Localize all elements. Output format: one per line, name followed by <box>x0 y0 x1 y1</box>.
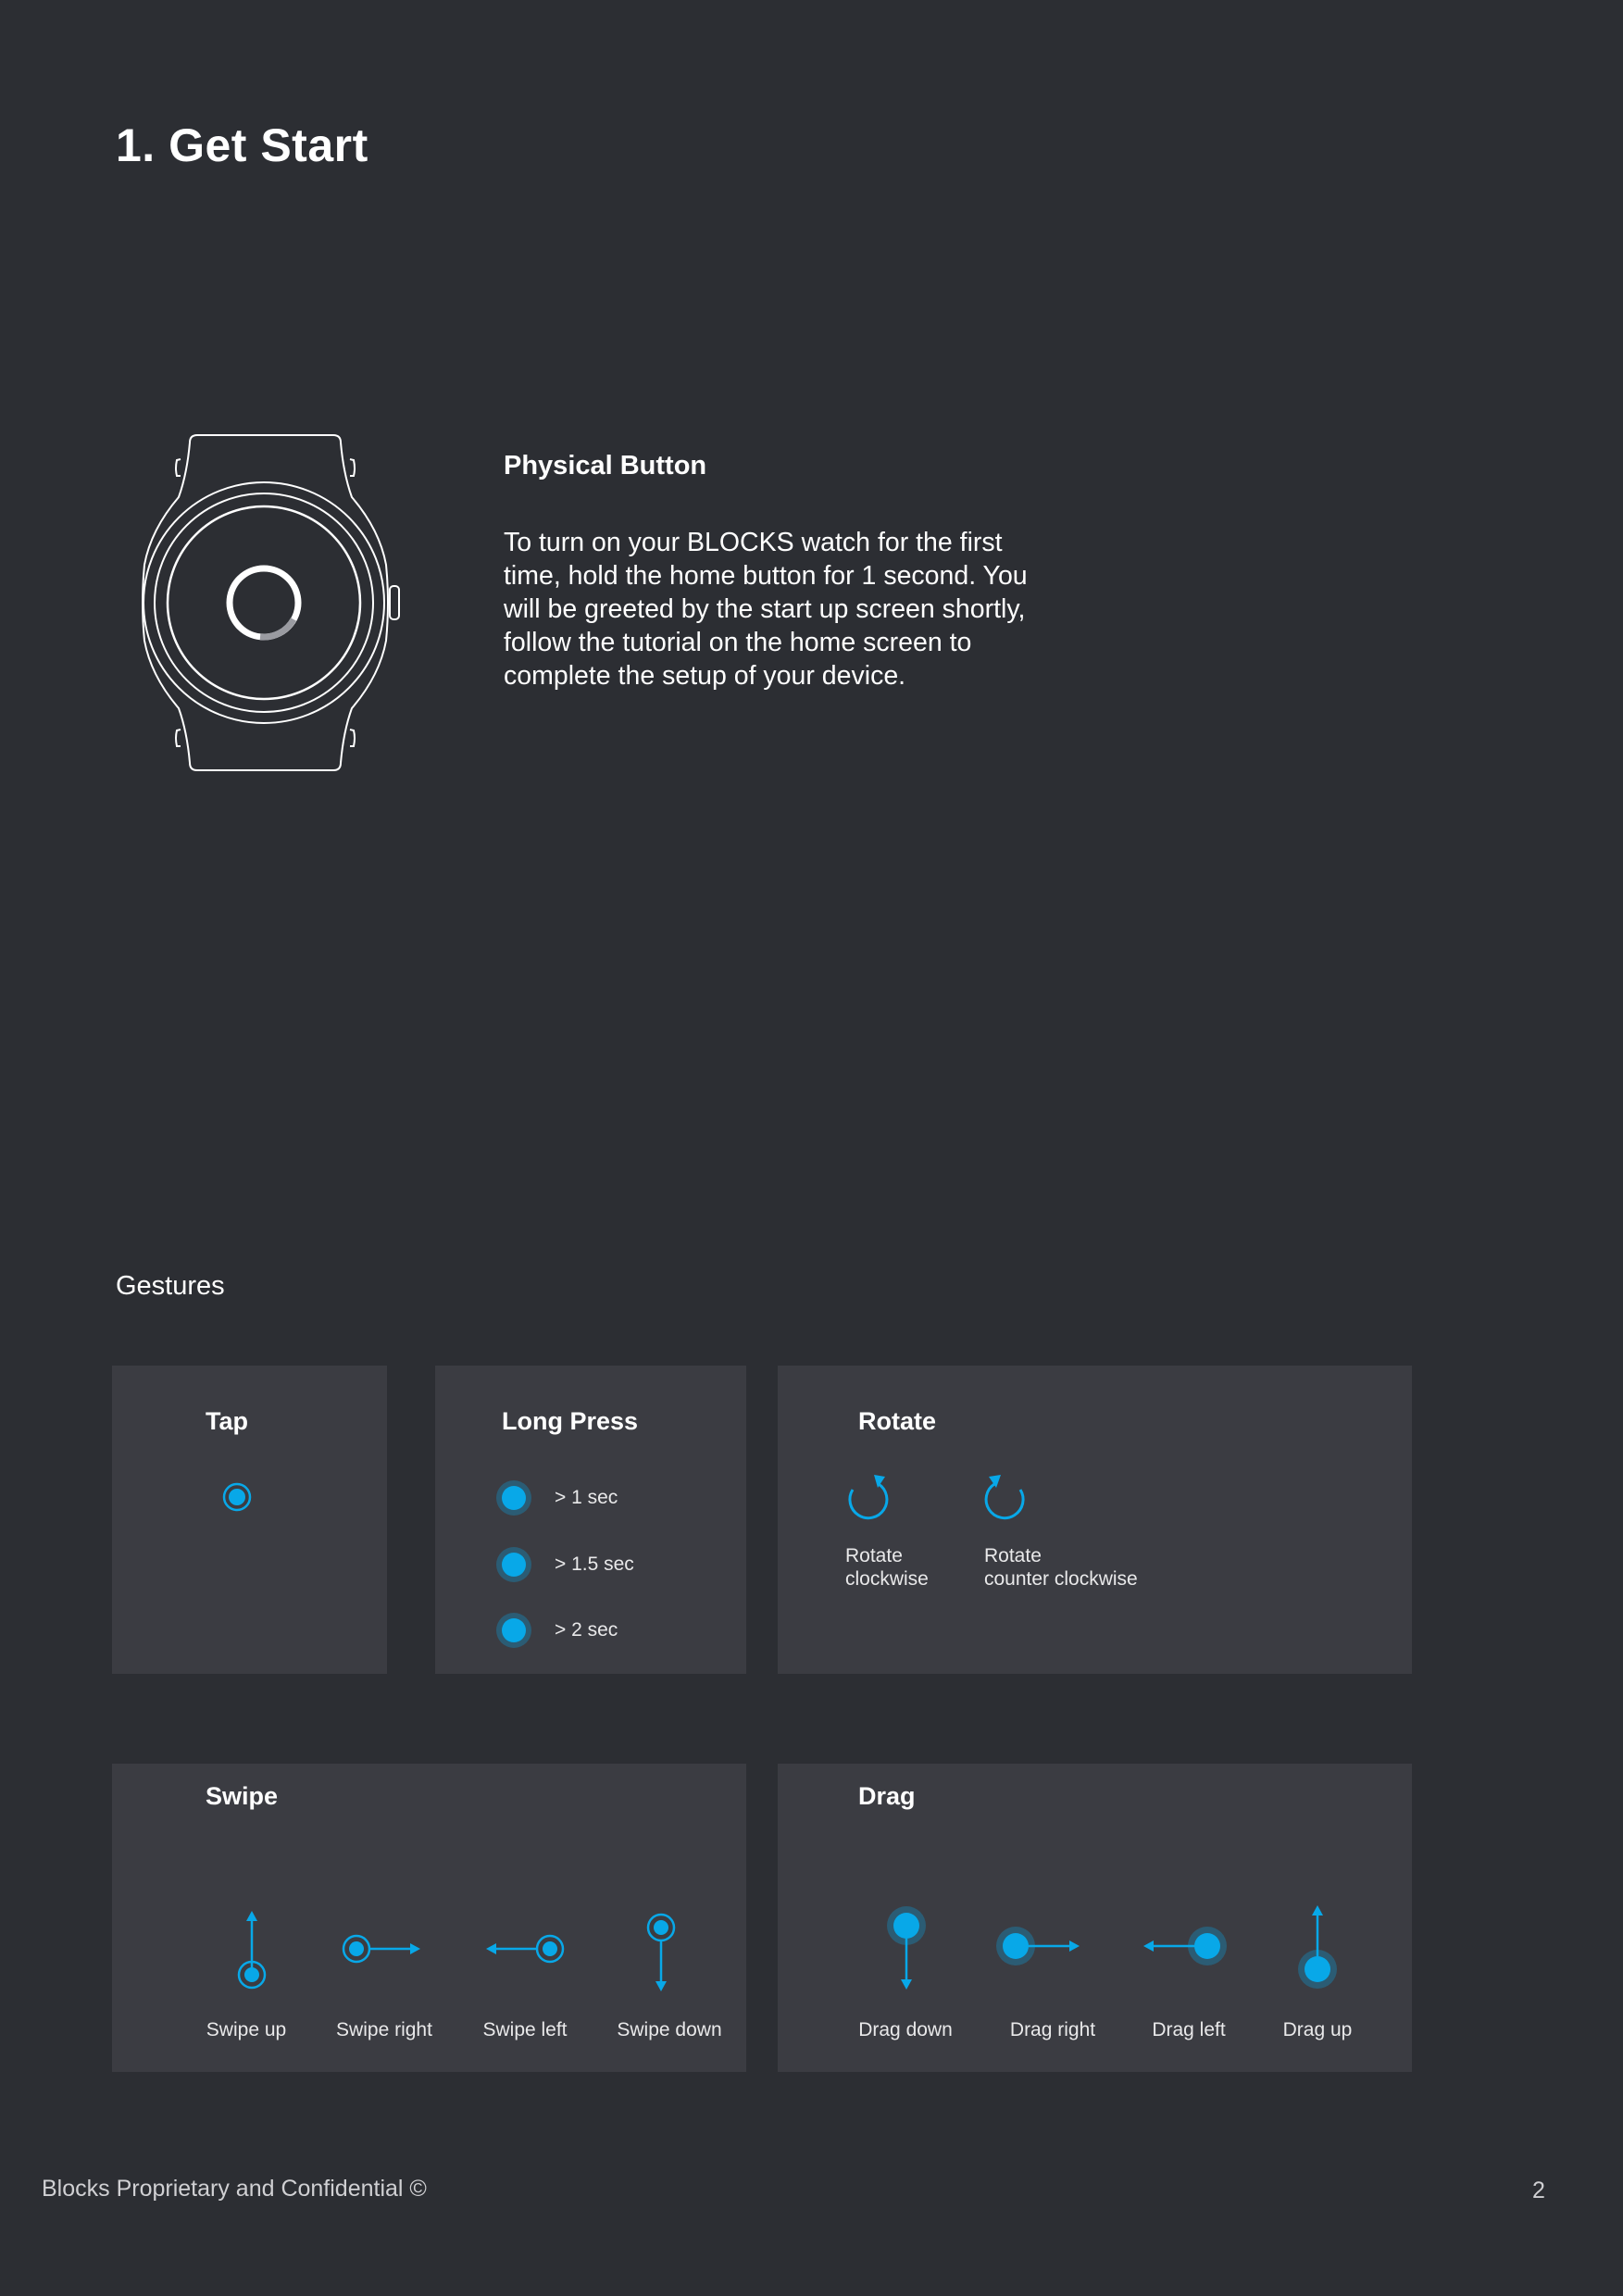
long-press-title: Long Press <box>502 1407 639 1435</box>
rotate-clockwise-label <box>845 1544 929 1591</box>
swipe-down-label: Swipe down <box>617 2019 722 2040</box>
footer-confidential-notice: Blocks Proprietary and Confidential © <box>42 2176 427 2202</box>
swipe-left-icon <box>485 1933 568 1970</box>
drag-down-icon <box>886 1905 932 1993</box>
drag-title: Drag <box>858 1782 916 1810</box>
drag-panel <box>778 1764 1412 2072</box>
tap-panel <box>112 1366 387 1674</box>
swipe-panel <box>112 1764 746 2072</box>
drag-left-label: Drag left <box>1152 2019 1226 2040</box>
drag-right-label: Drag right <box>1009 2019 1096 2040</box>
long-press-1-icon <box>495 1479 532 1516</box>
rotate-counter-label-line2: counter clockwise <box>984 1568 1138 1590</box>
rotate-panel <box>778 1366 1412 1674</box>
rotate-clockwise-icon <box>846 1473 893 1519</box>
drag-down-label: Drag down <box>858 2019 953 2040</box>
drag-left-icon <box>1144 1926 1232 1972</box>
long-press-1-5-label: > 1.5 sec <box>555 1554 634 1575</box>
tap-icon <box>220 1480 254 1514</box>
swipe-up-label: Swipe up <box>206 2019 287 2040</box>
physical-button-heading: Physical Button <box>504 451 707 480</box>
swipe-left-label: Swipe left <box>482 2019 568 2040</box>
watch-illustration <box>125 428 403 778</box>
drag-up-icon <box>1297 1902 1343 1990</box>
drag-up-label: Drag up <box>1282 2019 1353 2040</box>
swipe-right-label: Swipe right <box>336 2019 432 2040</box>
swipe-down-icon <box>645 1912 682 1995</box>
rotate-clockwise-label-line2: clockwise <box>845 1568 929 1590</box>
long-press-1-5-icon <box>495 1546 532 1583</box>
rotate-counter-clockwise-label <box>984 1544 1138 1591</box>
swipe-right-icon <box>341 1933 424 1970</box>
rotate-counter-clockwise-icon <box>980 1473 1027 1519</box>
long-press-panel <box>435 1366 746 1674</box>
swipe-up-icon <box>236 1910 273 1993</box>
long-press-2-icon <box>495 1612 532 1649</box>
long-press-2-label: > 2 sec <box>555 1619 618 1641</box>
page-number: 2 <box>1532 2177 1545 2203</box>
drag-right-icon <box>995 1926 1083 1972</box>
page-title: 1. Get Start <box>116 119 368 171</box>
rotate-counter-label-line1: Rotate <box>984 1545 1042 1566</box>
long-press-1-label: > 1 sec <box>555 1487 618 1508</box>
physical-button-description: To turn on your BLOCKS watch for the first time, hold the home button for 1 second. You will be greeted by the start up screen shortly, follow the tutorial on the home screen to complete the setup of your device. <box>504 528 1028 691</box>
tap-title: Tap <box>206 1407 248 1435</box>
gestures-heading: Gestures <box>116 1271 225 1301</box>
rotate-title: Rotate <box>858 1407 937 1435</box>
rotate-clockwise-label-line1: Rotate <box>845 1545 903 1566</box>
swipe-title: Swipe <box>206 1782 279 1810</box>
